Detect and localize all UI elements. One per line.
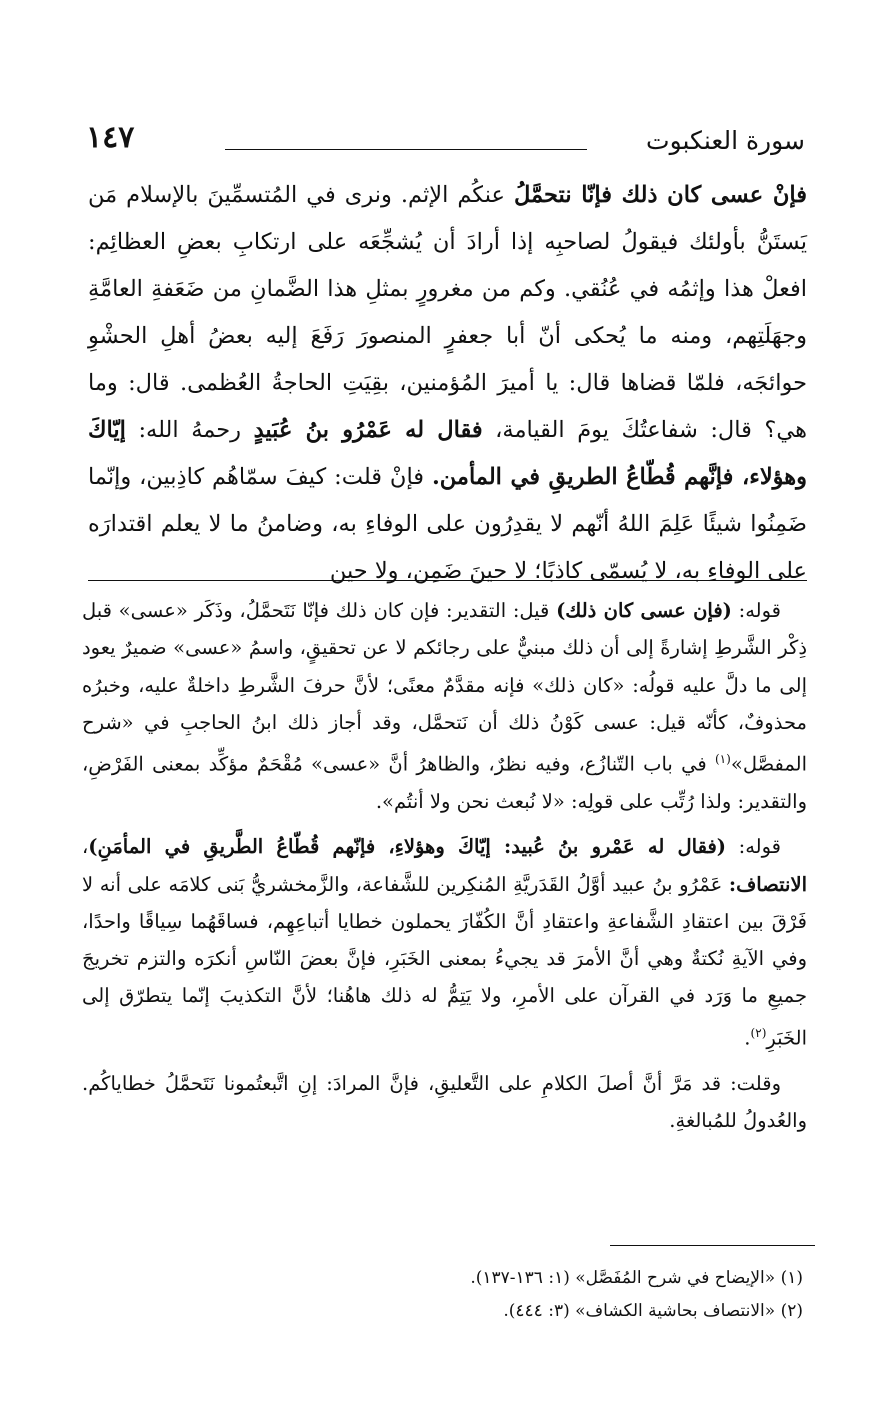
bold-text: الانتصاف: bbox=[728, 872, 807, 896]
section-divider bbox=[88, 580, 807, 581]
footnotes bbox=[88, 1262, 803, 1328]
text-segment: قيل: التقدير: فإن كان ذلك فإنّا نَتَحمَّلُ، وذَكَر «عسى» قبل ذِكْر الشَّرطِ إشارةً إلى أن ذلك مبنيٌّ على رجائكم لا عن تحقيقٍ، واسمُ «عسى» ضميرٌ يعود إلى ما دلَّ عليه قولُه: «كان ذلك» فإنه مقدَّمٌ معنًى؛ لأنَّ حرفَ الشَّرطِ داخلةٌ عليه، وخبرُه محذوفٌ، كأنّه قيل: عسى كَوْنُ ذلك أن نَتحمَّل، وقد أجاز ذلك ابنُ الحاجبِ في «شرح المفصَّل» bbox=[82, 599, 808, 776]
main-text bbox=[88, 172, 807, 595]
bold-text: فقال له عَمْرُو بنُ عُبَيدٍ bbox=[253, 417, 483, 443]
footnote-marker: (١) bbox=[714, 752, 731, 767]
commentary-paragraph bbox=[82, 828, 807, 1056]
bold-text: (فإن عسى كان ذلك) bbox=[556, 599, 732, 622]
text-segment: رحمهُ الله: bbox=[125, 417, 254, 443]
text-segment: ، bbox=[82, 835, 89, 859]
text-segment: قوله: bbox=[731, 599, 781, 622]
commentary bbox=[82, 592, 807, 1147]
bold-text: فإنْ عسى كان ذلك فإنّا نتحمَّلُ bbox=[513, 182, 807, 208]
footnote: (١) «الإيضاح في شرح المُفَصَّل» (١: ١٣٦-١٣٧). bbox=[470, 1268, 803, 1288]
text-segment: عَمْرُو بنُ عبيد أوَّلُ القَدَريَّةِ المُنكِرين للشَّفاعة، والزَّمخشريُّ بَنى كلامَه على أنه لا فَرْقَ بين اعتقادِ الشَّفاعةِ واعتقادِ أنَّ الكُفّارَ يحملون خطايا أتباعِهِم، فساقَهُما سِياقًا واحدًا، وفي الآيةِ نُكتةٌ وهي أنَّ الأمرَ قد يجيءُ بمعنى الخَبَرِ، فإنَّ بعضَ النّاسِ أنكرَه والتزم تخريجَ جميعِ ما وَرَد في القرآن على الأمرِ، ولا يَتِمُّ له ذلك هاهُنا؛ لأنَّ التكذيبَ إنّما يتطرّق إلى الخَبَرِ bbox=[82, 872, 807, 1050]
text-segment: في باب التّنازُع، وفيه نظرٌ، والظاهرُ أنَّ «عسى» مُقْحَمٌ مؤكِّد بمعنى الفَرْضِ، والتقدير: ولذا رُتِّب على قولِه: «لا نُبعث نحن ولا أنتُم». bbox=[82, 752, 807, 813]
surah-title: سورة العنكبوت bbox=[646, 126, 805, 155]
text-segment: عنكُم الإثم. ونرى في المُتسمِّينَ بالإسلام مَن يَستَنُّ بأولئك فيقولُ لصاحبِه إذا أرادَ أن يُشجِّعَه على ارتكابِ بعضِ العظائِم: افعلْ هذا وإثمُه في عُنُقي. وكم من مغرورٍ بمثلِ هذا الضَّمانِ من ضَعَفةِ العامَّةِ وجهَلَتِهم، ومنه ما يُحكى أنّ أبا جعفرٍ المنصورَ رَفَعَ إليه بعضُ أهلِ الحشْوِ حوائجَه، فلمّا قضاها قال: يا أميرَ المُؤمنين، بقِيَتِ الحاجةُ العُظمى. قال: وما هي؟ قال: شفاعتُكَ يومَ القيامة، bbox=[88, 182, 807, 443]
bold-text: (فقال له عَمْرو بنُ عُبيد: إيّاكَ وهؤلاءِ، فإنّهم قُطّاعُ الطَّريقِ في المأمَنِ) bbox=[88, 835, 727, 859]
main-paragraph bbox=[88, 172, 807, 595]
bold-text: إيّاكَ وهؤلاء، فإنَّهم قُطّاعُ الطريقِ في المأمن. bbox=[88, 417, 807, 490]
text-segment: . bbox=[744, 1026, 751, 1050]
page-header bbox=[80, 118, 805, 166]
footnote-rule bbox=[610, 1245, 815, 1246]
commentary-paragraph bbox=[82, 592, 807, 820]
text-segment: فإنْ قلت: كيفَ سمّاهُم كاذِبين، وإنّما ضَمِنُوا شيئًا عَلِمَ اللهُ أنّهم لا يقدِرُون على الوفاءِ به، وضامنُ ما لا يعلم اقتدارَه على الوفاءِ به، لا يُسمّى كاذبًا؛ لا حينَ ضَمِن، ولا حين bbox=[88, 464, 807, 584]
page-number: ١٤٧ bbox=[86, 120, 135, 155]
text-segment: وقلت: قد مَرَّ أنَّ أصلَ الكلامِ على التَّعليقِ، فإنَّ المرادَ: إنِ اتَّبعتُمونا نَتَحمَّلُ خطاياكُم. والعُدولُ للمُبالغةِ. bbox=[82, 1071, 807, 1132]
header-rule bbox=[225, 149, 587, 150]
text-segment: قوله: bbox=[726, 835, 782, 859]
footnote-marker: (٢) bbox=[750, 1025, 767, 1040]
commentary-paragraph bbox=[82, 1065, 807, 1140]
footnote: (٢) «الانتصاف بحاشية الكشاف» (٣: ٤٤٤). bbox=[503, 1301, 803, 1321]
